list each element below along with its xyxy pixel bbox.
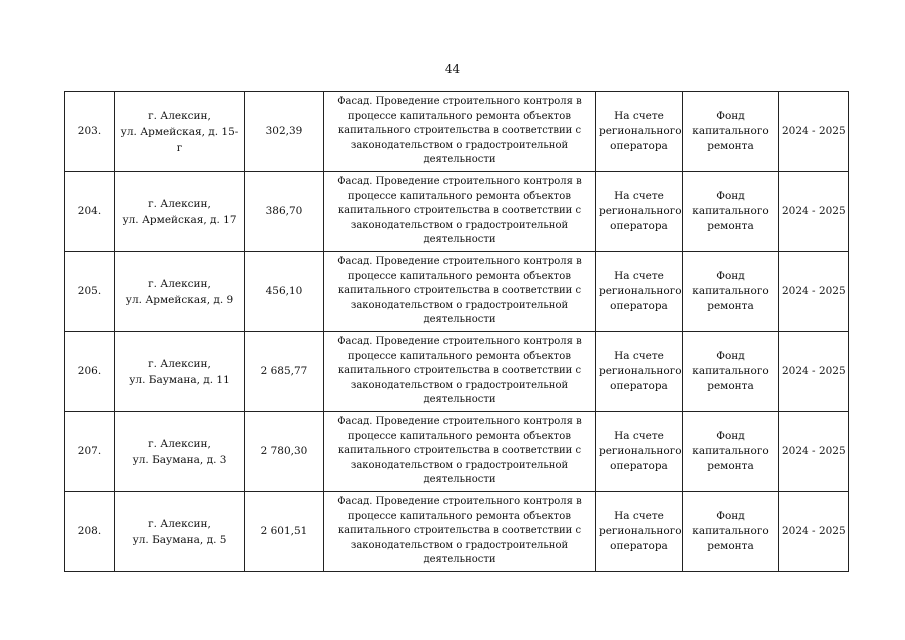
work-description-line: законодательством о градостроительной bbox=[350, 379, 569, 391]
account-cell-line: На счете bbox=[614, 270, 664, 282]
work-description-line: деятельности bbox=[423, 394, 496, 406]
account-cell-line: На счете bbox=[614, 110, 664, 122]
funding-source bbox=[683, 252, 779, 332]
table-row bbox=[65, 412, 849, 492]
funding-source-line: Фонд bbox=[716, 430, 745, 442]
address-cell bbox=[115, 252, 245, 332]
period-cell: 2024 - 2025 bbox=[779, 252, 849, 332]
row-number: 205. bbox=[65, 252, 115, 332]
work-description-line: Фасад. Проведение строительного контроля в bbox=[337, 176, 582, 188]
funding-source-line: ремонта bbox=[707, 220, 754, 232]
address-cell-line: ул. Баумана, д. 11 bbox=[129, 373, 230, 386]
funding-source-line: капитального bbox=[692, 205, 769, 217]
account-cell bbox=[596, 332, 683, 412]
work-description-line: капитального строительства в соответствии с bbox=[337, 445, 582, 457]
funding-source-line: Фонд bbox=[716, 350, 745, 362]
account-cell-line: оператора bbox=[610, 140, 668, 152]
funding-source-line: капитального bbox=[692, 445, 769, 457]
row-number: 203. bbox=[65, 92, 115, 172]
account-cell-line: оператора bbox=[610, 300, 668, 312]
funding-source-line: ремонта bbox=[707, 540, 754, 552]
account-cell-line: На счете bbox=[614, 510, 664, 522]
work-description-line: законодательством о градостроительной bbox=[350, 139, 569, 151]
account-cell bbox=[596, 492, 683, 572]
address-cell-line: г. Алексин, bbox=[148, 197, 211, 210]
account-cell bbox=[596, 92, 683, 172]
address-cell-line: ул. Баумана, д. 3 bbox=[132, 453, 227, 466]
work-description-line: законодательством о градостроительной bbox=[350, 299, 569, 311]
period-cell: 2024 - 2025 bbox=[779, 332, 849, 412]
work-description-line: процессе капитального ремонта объектов bbox=[348, 510, 571, 522]
area-value: 2 601,51 bbox=[245, 492, 324, 572]
account-cell-line: регионального bbox=[599, 365, 682, 377]
table-row bbox=[65, 172, 849, 252]
account-cell-line: регионального bbox=[599, 445, 682, 457]
address-cell bbox=[115, 332, 245, 412]
area-value: 2 780,30 bbox=[245, 412, 324, 492]
account-cell-line: оператора bbox=[610, 540, 668, 552]
funding-source-line: ремонта bbox=[707, 380, 754, 392]
funding-source-line: капитального bbox=[692, 525, 769, 537]
funding-source-line: ремонта bbox=[707, 460, 754, 472]
work-description-line: капитального строительства в соответствии с bbox=[337, 525, 582, 537]
table-row bbox=[65, 92, 849, 172]
work-description-line: законодательством о градостроительной bbox=[350, 219, 569, 231]
account-cell-line: регионального bbox=[599, 525, 682, 537]
funding-source bbox=[683, 412, 779, 492]
funding-source-line: Фонд bbox=[716, 510, 745, 522]
funding-source-line: ремонта bbox=[707, 300, 754, 312]
area-value: 386,70 bbox=[245, 172, 324, 252]
funding-source-line: ремонта bbox=[707, 140, 754, 152]
funding-source bbox=[683, 332, 779, 412]
work-description-line: деятельности bbox=[423, 474, 496, 486]
row-number: 208. bbox=[65, 492, 115, 572]
work-description-line: деятельности bbox=[423, 554, 496, 566]
row-number: 207. bbox=[65, 412, 115, 492]
address-cell-line: г. Алексин, bbox=[148, 357, 211, 370]
area-value: 302,39 bbox=[245, 92, 324, 172]
work-description-line: деятельности bbox=[423, 314, 496, 326]
table-row bbox=[65, 252, 849, 332]
address-cell-line: ул. Баумана, д. 5 bbox=[132, 533, 227, 546]
table-row bbox=[65, 332, 849, 412]
account-cell-line: оператора bbox=[610, 380, 668, 392]
funding-source-line: капитального bbox=[692, 125, 769, 137]
area-value: 2 685,77 bbox=[245, 332, 324, 412]
work-description-line: процессе капитального ремонта объектов bbox=[348, 190, 571, 202]
work-description-line: капитального строительства в соответствии с bbox=[337, 205, 582, 217]
period-cell: 2024 - 2025 bbox=[779, 172, 849, 252]
funding-source bbox=[683, 92, 779, 172]
work-description-line: процессе капитального ремонта объектов bbox=[348, 430, 571, 442]
work-description-line: Фасад. Проведение строительного контроля в bbox=[337, 96, 582, 108]
work-description-line: процессе капитального ремонта объектов bbox=[348, 110, 571, 122]
table-row bbox=[65, 492, 849, 572]
work-description-line: законодательством о градостроительной bbox=[350, 539, 569, 551]
funding-source-line: капитального bbox=[692, 365, 769, 377]
work-description-line: капитального строительства в соответствии с bbox=[337, 285, 582, 297]
work-description bbox=[324, 92, 596, 172]
work-description bbox=[324, 332, 596, 412]
account-cell bbox=[596, 172, 683, 252]
work-description bbox=[324, 252, 596, 332]
works-table bbox=[64, 91, 849, 572]
work-description-line: процессе капитального ремонта объектов bbox=[348, 350, 571, 362]
work-description-line: деятельности bbox=[423, 234, 496, 246]
period-cell: 2024 - 2025 bbox=[779, 92, 849, 172]
funding-source-line: Фонд bbox=[716, 190, 745, 202]
address-cell bbox=[115, 492, 245, 572]
account-cell-line: оператора bbox=[610, 220, 668, 232]
work-description-line: Фасад. Проведение строительного контроля в bbox=[337, 416, 582, 428]
account-cell-line: На счете bbox=[614, 190, 664, 202]
account-cell-line: На счете bbox=[614, 350, 664, 362]
work-description-line: капитального строительства в соответствии с bbox=[337, 365, 582, 377]
address-cell-line: г. Алексин, bbox=[148, 109, 211, 122]
funding-source-line: Фонд bbox=[716, 110, 745, 122]
address-cell-line: ул. Армейская, д. 9 bbox=[125, 293, 234, 306]
funding-source-line: Фонд bbox=[716, 270, 745, 282]
address-cell-line: г. Алексин, bbox=[148, 277, 211, 290]
work-description bbox=[324, 412, 596, 492]
row-number: 206. bbox=[65, 332, 115, 412]
area-value: 456,10 bbox=[245, 252, 324, 332]
account-cell-line: регионального bbox=[599, 205, 682, 217]
address-cell-line: ул. Армейская, д. 17 bbox=[122, 213, 237, 226]
work-description-line: Фасад. Проведение строительного контроля в bbox=[337, 256, 582, 268]
work-description bbox=[324, 492, 596, 572]
account-cell-line: регионального bbox=[599, 285, 682, 297]
work-description bbox=[324, 172, 596, 252]
table-body bbox=[65, 92, 849, 572]
period-cell: 2024 - 2025 bbox=[779, 492, 849, 572]
funding-source bbox=[683, 172, 779, 252]
work-description-line: законодательством о градостроительной bbox=[350, 459, 569, 471]
account-cell-line: оператора bbox=[610, 460, 668, 472]
work-description-line: процессе капитального ремонта объектов bbox=[348, 270, 571, 282]
address-cell bbox=[115, 92, 245, 172]
account-cell-line: На счете bbox=[614, 430, 664, 442]
account-cell-line: регионального bbox=[599, 125, 682, 137]
work-description-line: капитального строительства в соответствии с bbox=[337, 125, 582, 137]
row-number: 204. bbox=[65, 172, 115, 252]
period-cell: 2024 - 2025 bbox=[779, 412, 849, 492]
address-cell-line: ул. Армейская, д. 15-г bbox=[120, 125, 239, 154]
work-description-line: Фасад. Проведение строительного контроля в bbox=[337, 336, 582, 348]
account-cell bbox=[596, 252, 683, 332]
address-cell-line: г. Алексин, bbox=[148, 437, 211, 450]
funding-source-line: капитального bbox=[692, 285, 769, 297]
address-cell bbox=[115, 412, 245, 492]
work-description-line: деятельности bbox=[423, 154, 496, 166]
address-cell bbox=[115, 172, 245, 252]
work-description-line: Фасад. Проведение строительного контроля в bbox=[337, 496, 582, 508]
funding-source bbox=[683, 492, 779, 572]
account-cell bbox=[596, 412, 683, 492]
address-cell-line: г. Алексин, bbox=[148, 517, 211, 530]
page-number: 44 bbox=[444, 62, 461, 76]
